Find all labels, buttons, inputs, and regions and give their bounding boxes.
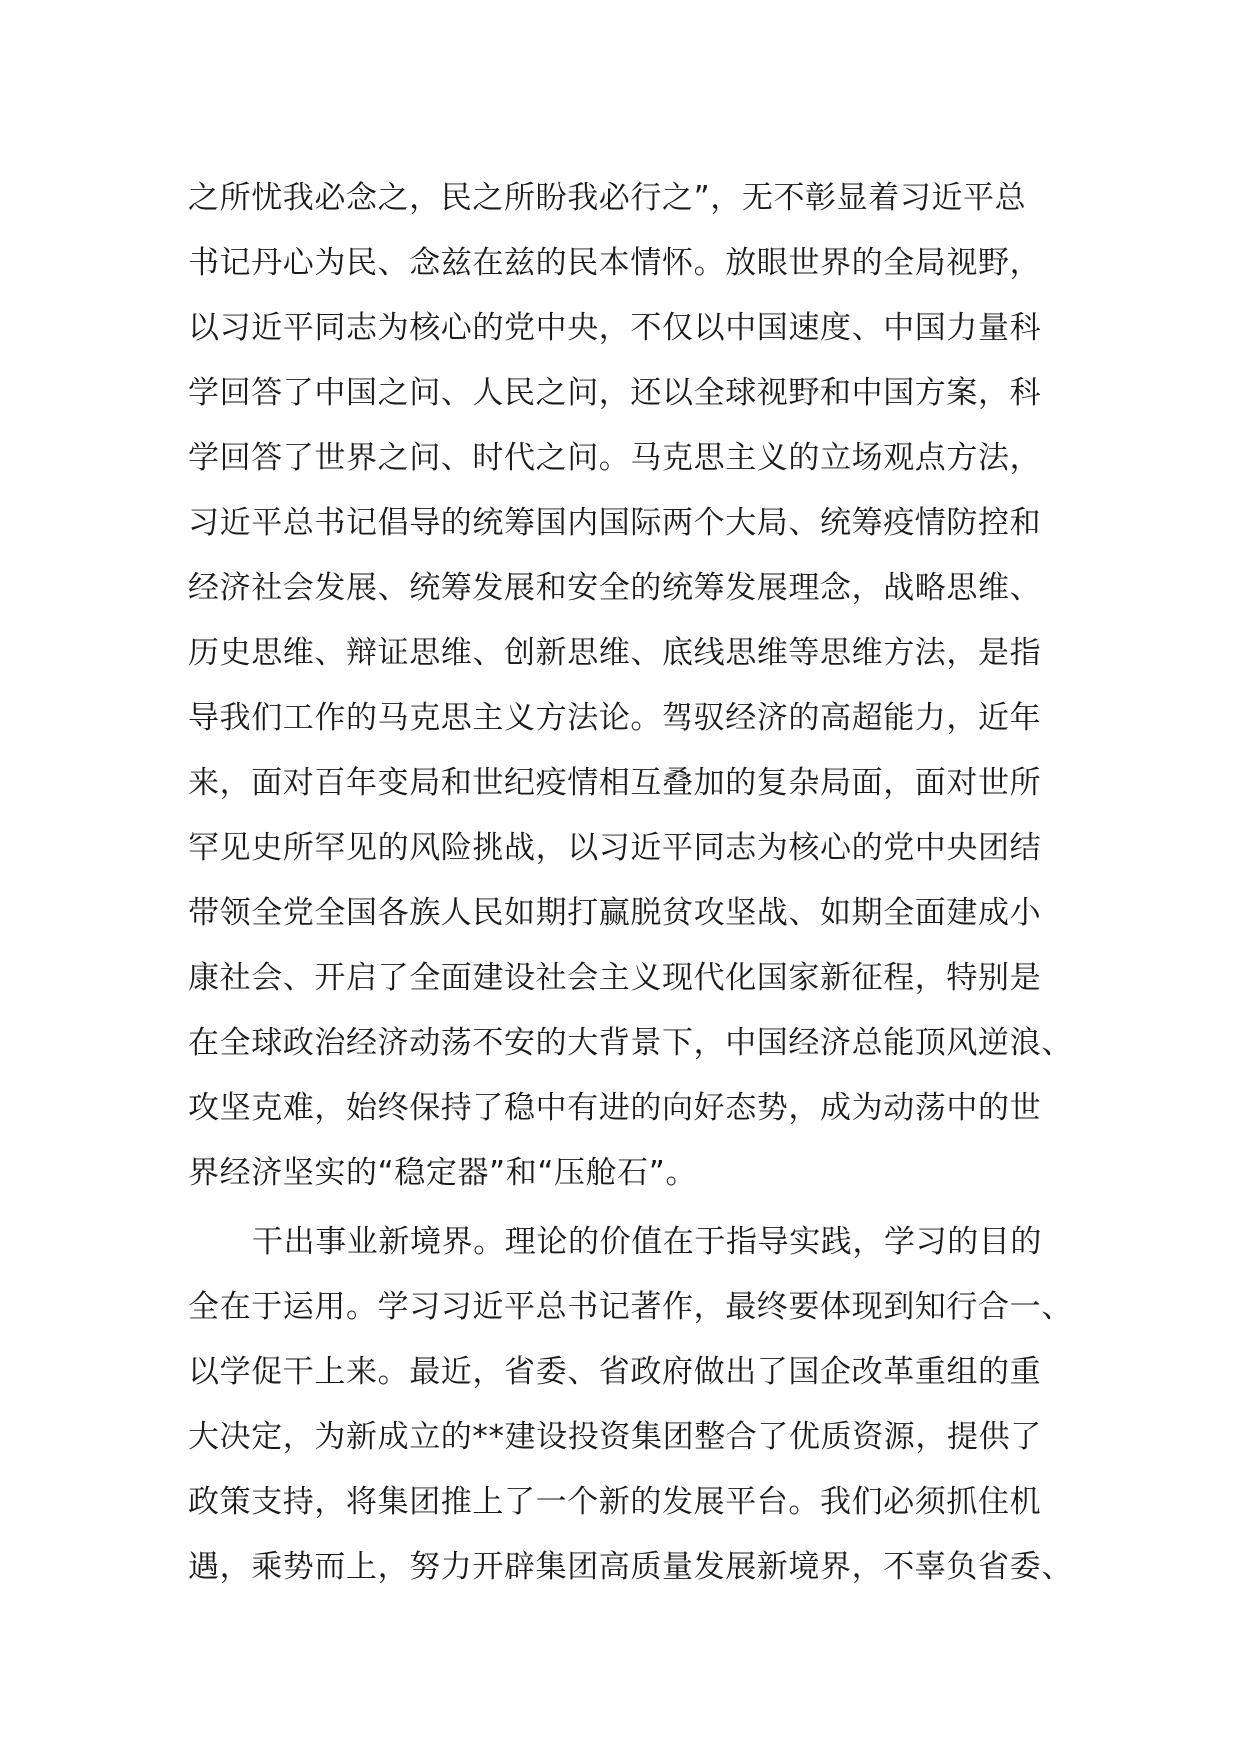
text-line: 罕见史所罕见的风险挑战，以习近平同志为核心的党中央团结	[188, 830, 1042, 866]
text-line: 经济社会发展、统筹发展和安全的统筹发展理念，战略思维、	[188, 570, 1042, 606]
text-line: 遇，乘势而上，努力开辟集团高质量发展新境界，不辜负省委、	[188, 1549, 1073, 1585]
text-line: 以习近平同志为核心的党中央，不仅以中国速度、中国力量科	[188, 310, 1042, 346]
text-line: 书记丹心为民、念兹在兹的民本情怀。放眼世界的全局视野，	[188, 245, 1042, 281]
paragraph-2	[188, 1210, 1073, 1600]
text-line: 在全球政治经济动荡不安的大背景下，中国经济总能顶风逆浪、	[188, 1025, 1073, 1061]
text-line: 之所忧我必念之，民之所盼我必行之”，无不彰显着习近平总	[188, 180, 1027, 216]
text-line: 干出事业新境界。理论的价值在于指导实践，学习的目的	[252, 1224, 1042, 1260]
text-line: 政策支持，将集团推上了一个新的发展平台。我们必须抓住机	[188, 1484, 1042, 1520]
text-line: 全在于运用。学习习近平总书记著作，最终要体现到知行合一、	[188, 1289, 1073, 1325]
text-line: 历史思维、辩证思维、创新思维、底线思维等思维方法，是指	[188, 635, 1042, 671]
text-line: 导我们工作的马克思主义方法论。驾驭经济的高超能力，近年	[188, 700, 1042, 736]
document-body	[188, 166, 1073, 1600]
text-line: 攻坚克难，始终保持了稳中有进的向好态势，成为动荡中的世	[188, 1090, 1042, 1126]
text-line: 学回答了世界之问、时代之问。马克思主义的立场观点方法，	[188, 440, 1042, 476]
text-line: 来，面对百年变局和世纪疫情相互叠加的复杂局面，面对世所	[188, 765, 1042, 801]
text-line: 大决定，为新成立的**建设投资集团整合了优质资源，提供了	[188, 1419, 1042, 1455]
text-line: 带领全党全国各族人民如期打赢脱贫攻坚战、如期全面建成小	[188, 895, 1042, 931]
paragraph-1	[188, 166, 1073, 1206]
text-line: 学回答了中国之问、人民之问，还以全球视野和中国方案，科	[188, 375, 1042, 411]
text-line: 康社会、开启了全面建设社会主义现代化国家新征程，特别是	[188, 960, 1042, 996]
text-line: 以学促干上来。最近，省委、省政府做出了国企改革重组的重	[188, 1354, 1042, 1390]
text-line: 界经济坚实的“稳定器”和“压舱石”。	[188, 1155, 698, 1191]
text-line: 习近平总书记倡导的统筹国内国际两个大局、统筹疫情防控和	[188, 505, 1042, 541]
